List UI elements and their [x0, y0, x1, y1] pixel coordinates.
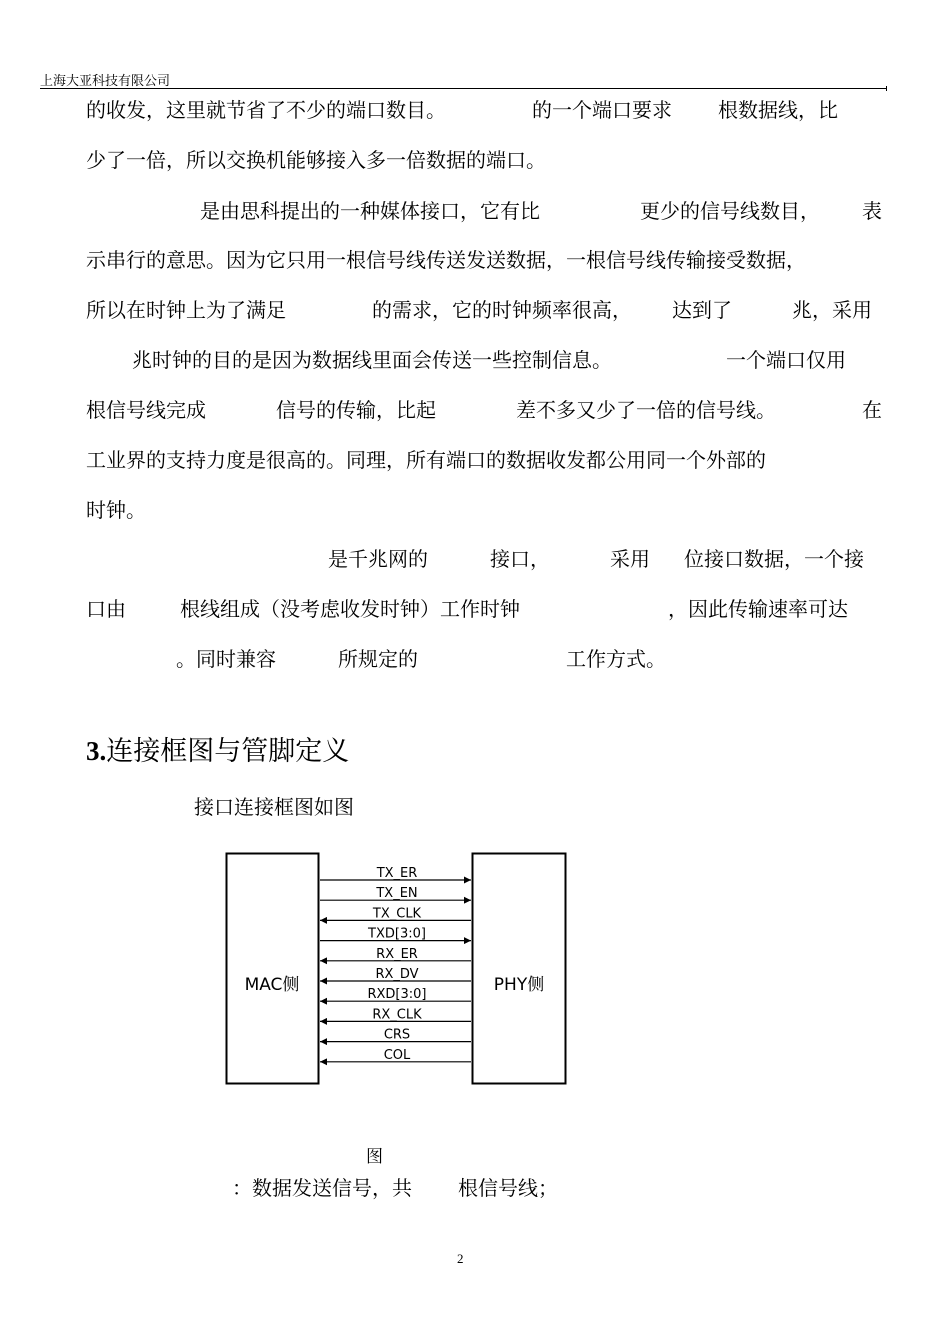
text-run: 根线组成（没考虑收发时钟）工作时钟	[180, 597, 520, 621]
text-run: 所规定的	[338, 647, 418, 671]
text-run: 是由思科提出的一种媒体接口，它有比	[200, 199, 540, 223]
text-run: 更少的信号线数目，	[640, 199, 820, 223]
text-run: 口由	[86, 597, 126, 621]
text-run: 根数据线，比	[718, 98, 838, 122]
signal-label: RXD[3:0]	[367, 987, 427, 1003]
text-run: 差不多又少了一倍的信号线。	[516, 398, 776, 422]
text-run: 工作方式。	[566, 647, 666, 671]
text-run: 的收发，这里就节省了不少的端口数目。	[86, 98, 446, 122]
section-title: 连接框图与管脚定义	[106, 736, 350, 767]
text-run: 的一个端口要求	[532, 98, 672, 122]
signal-label: RX_CLK	[372, 1007, 422, 1023]
text-run: 达到了	[672, 298, 732, 322]
signal-label: CRS	[383, 1027, 411, 1043]
phy-box	[473, 854, 566, 1084]
signal-description-tail: 根信号线；	[458, 1176, 558, 1200]
text-run: 采用	[610, 547, 650, 571]
text-run: ，因此传输速率可达	[668, 597, 848, 621]
signal-label: TX_ER	[376, 866, 418, 881]
text-run: 位接口数据，一个接	[684, 547, 864, 571]
mac-box-label: MAC侧	[244, 975, 300, 995]
text-run: 根信号线完成	[86, 398, 206, 422]
text-run: 时钟。	[86, 498, 146, 522]
text-run: 的需求，它的时钟频率很高，	[372, 298, 632, 322]
text-run: 信号的传输，比起	[276, 398, 436, 422]
signal-label: RX_DV	[375, 967, 419, 982]
figure-intro: 接口连接框图如图	[194, 795, 354, 819]
text-run: 表	[862, 199, 882, 223]
text-run: 在	[862, 398, 882, 422]
page-number: 2	[457, 1251, 464, 1266]
text-run: 工业界的支持力度是很高的。同理，所有端口的数据收发都公用同一个外部的	[86, 448, 766, 472]
signal-description: ：数据发送信号，共	[232, 1176, 412, 1200]
text-run: 兆时钟的目的是因为数据线里面会传送一些控制信息。	[132, 348, 612, 372]
text-run: 示串行的意思。因为它只用一根信号线传送发送数据，一根信号线传输接受数据，	[86, 248, 806, 272]
signal-label: RX_ER	[376, 946, 418, 962]
signal-label: TXD[3:0]	[368, 926, 426, 942]
signal-label: COL	[383, 1047, 411, 1063]
text-run: 是千兆网的	[328, 547, 428, 571]
text-run: 一个端口仅用	[726, 348, 846, 372]
phy-box-label: PHY侧	[493, 975, 545, 995]
text-run: 所以在时钟上为了满足	[86, 298, 286, 322]
mac-box	[227, 854, 319, 1084]
page-header-company: 上海大亚科技有限公司	[40, 74, 171, 89]
text-run: 接口，	[490, 547, 550, 571]
figure-caption: 图	[366, 1147, 383, 1167]
text-run: 少了一倍，所以交换机能够接入多一倍数据的端口。	[86, 148, 546, 172]
signal-lines	[320, 866, 471, 1063]
text-run: 。同时兼容	[176, 647, 276, 671]
signal-label: TX_EN	[376, 886, 418, 902]
text-run: 兆，采用	[792, 298, 872, 322]
signal-label: TX_CLK	[372, 906, 422, 922]
section-number: 3.	[86, 736, 107, 766]
